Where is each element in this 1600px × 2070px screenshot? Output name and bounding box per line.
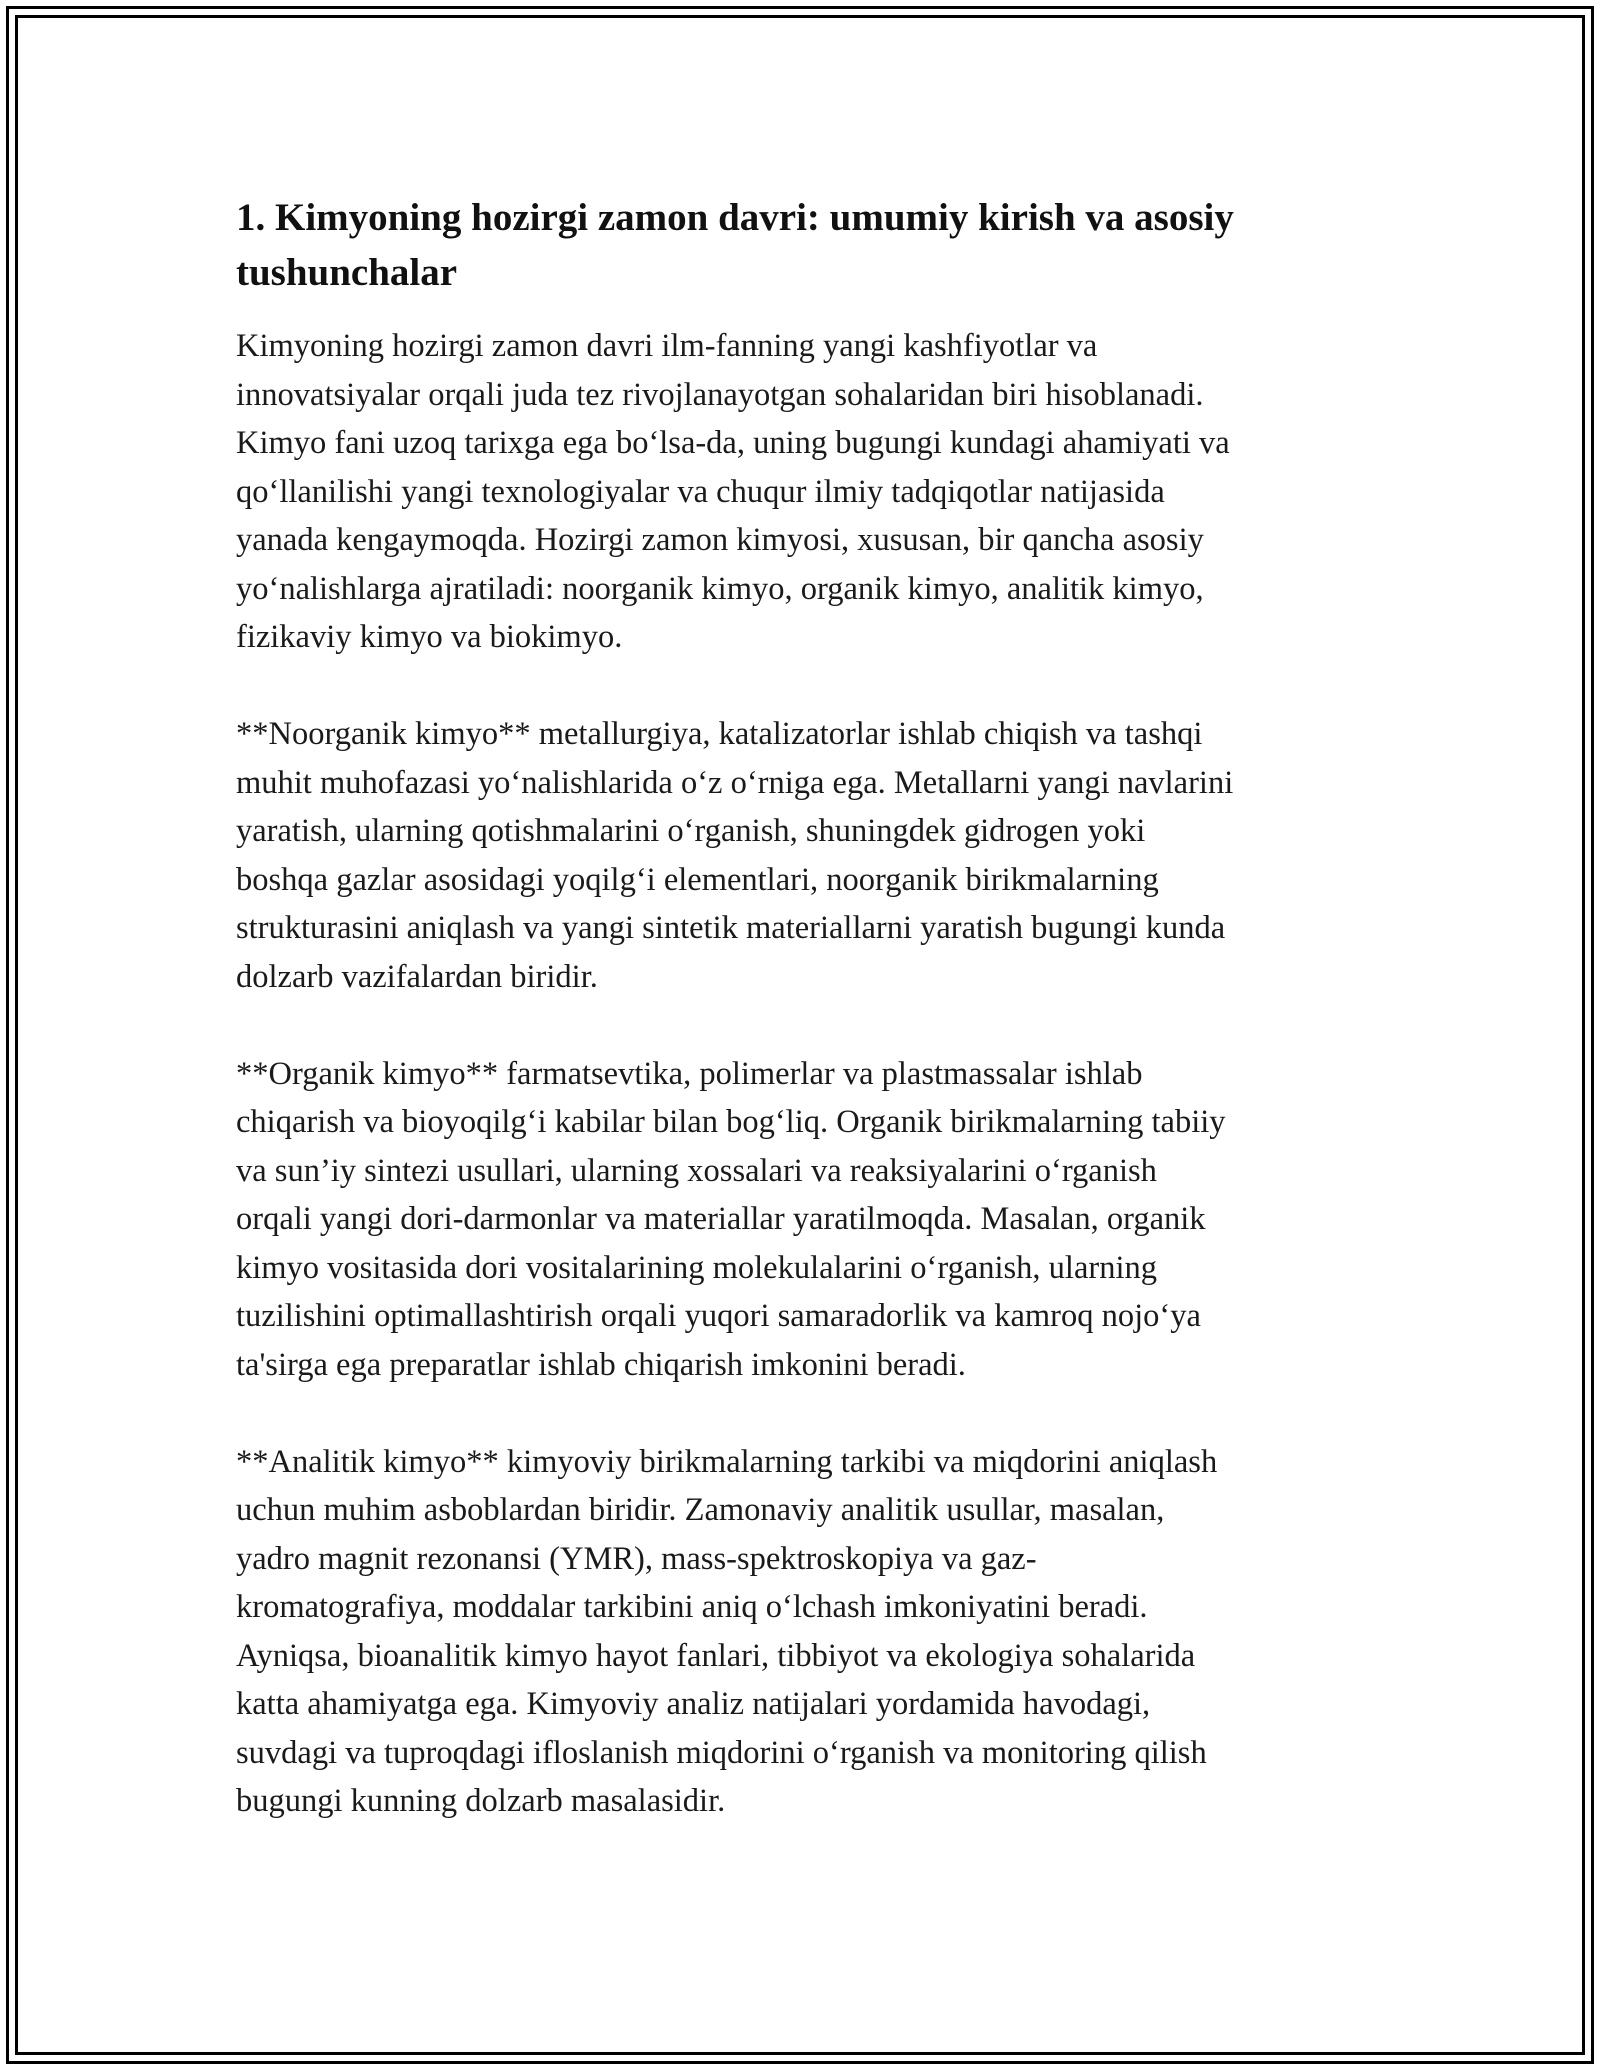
paragraph-introduction: Kimyoning hozirgi zamon davri ilm-fanning yangi kashfiyotlar va innovatsiyalar orqali juda tez rivojlanayotgan sohalaridan biri hisoblanadi. Kimyo fani uzoq tarixga ega bo‘lsa-da, uning bugungi kundagi ahamiyati va qo‘llanilishi yangi texnologiyalar va chuqur ilmiy tadqiqotlar natijasida yanada kengaymoqda. Hozirgi zamon kimyosi, xususan, bir qancha asosiy yo‘nalishlarga ajratiladi: noorganik kimyo, organik kimyo, analitik kimyo, fizikaviy kimyo va biokimyo. <box>236 328 1230 655</box>
document-body <box>236 190 1371 1874</box>
paragraph-inorganic-chemistry: **Noorganik kimyo** metallurgiya, katalizatorlar ishlab chiqish va tashqi muhit muhofazasi yo‘nalishlarida o‘z o‘rniga ega. Metallarni yangi navlarini yaratish, ularning qotishmalarini o‘rganish, shuningdek gidrogen yoki boshqa gazlar asosidagi yoqilg‘i elementlari, noorganik birikmalarning strukturasini aniqlash va yangi sintetik materiallarni yaratish bugungi kunda dolzarb vazifalardan biridir. <box>236 716 1234 995</box>
section-heading: 1. Kimyoning hozirgi zamon davri: umumiy kirish va asosiy tushunchalar <box>236 196 1234 294</box>
paragraph-analytical-chemistry: **Analitik kimyo** kimyoviy birikmalarning tarkibi va miqdorini aniqlash uchun muhim asboblardan biridir. Zamonaviy analitik usullar, masalan, yadro magnit rezonansi (YMR), mass-spektroskopiya va gaz- kromatografiya, moddalar tarkibini aniq o‘lchash imkoniyatini beradi. Ayniqsa, bioanalitik kimyo hayot fanlari, tibbiyot va ekologiya sohalarida katta ahamiyatga ega. Kimyoviy analiz natijalari yordamida havodagi, suvdagi va tuproqdagi ifloslanish miqdorini o‘rganish va monitoring qilish bugungi kunning dolzarb masalasidir. <box>236 1443 1218 1819</box>
paragraph-organic-chemistry: **Organik kimyo** farmatsevtika, polimerlar va plastmassalar ishlab chiqarish va bioyoqilg‘i kabilar bilan bog‘liq. Organik birikmalarning tabiiy va sun’iy sintezi usullari, ularning xossalari va reaksiyalarini o‘rganish orqali yangi dori-darmonlar va materiallar yaratilmoqda. Masalan, organik kimyo vositasida dori vositalarining molekulalarini o‘rganish, ularning tuzilishini optimallashtirish orqali yuqori samaradorlik va kamroq nojo‘ya ta'sirga ega preparatlar ishlab chiqarish imkonini beradi. <box>236 1055 1226 1383</box>
